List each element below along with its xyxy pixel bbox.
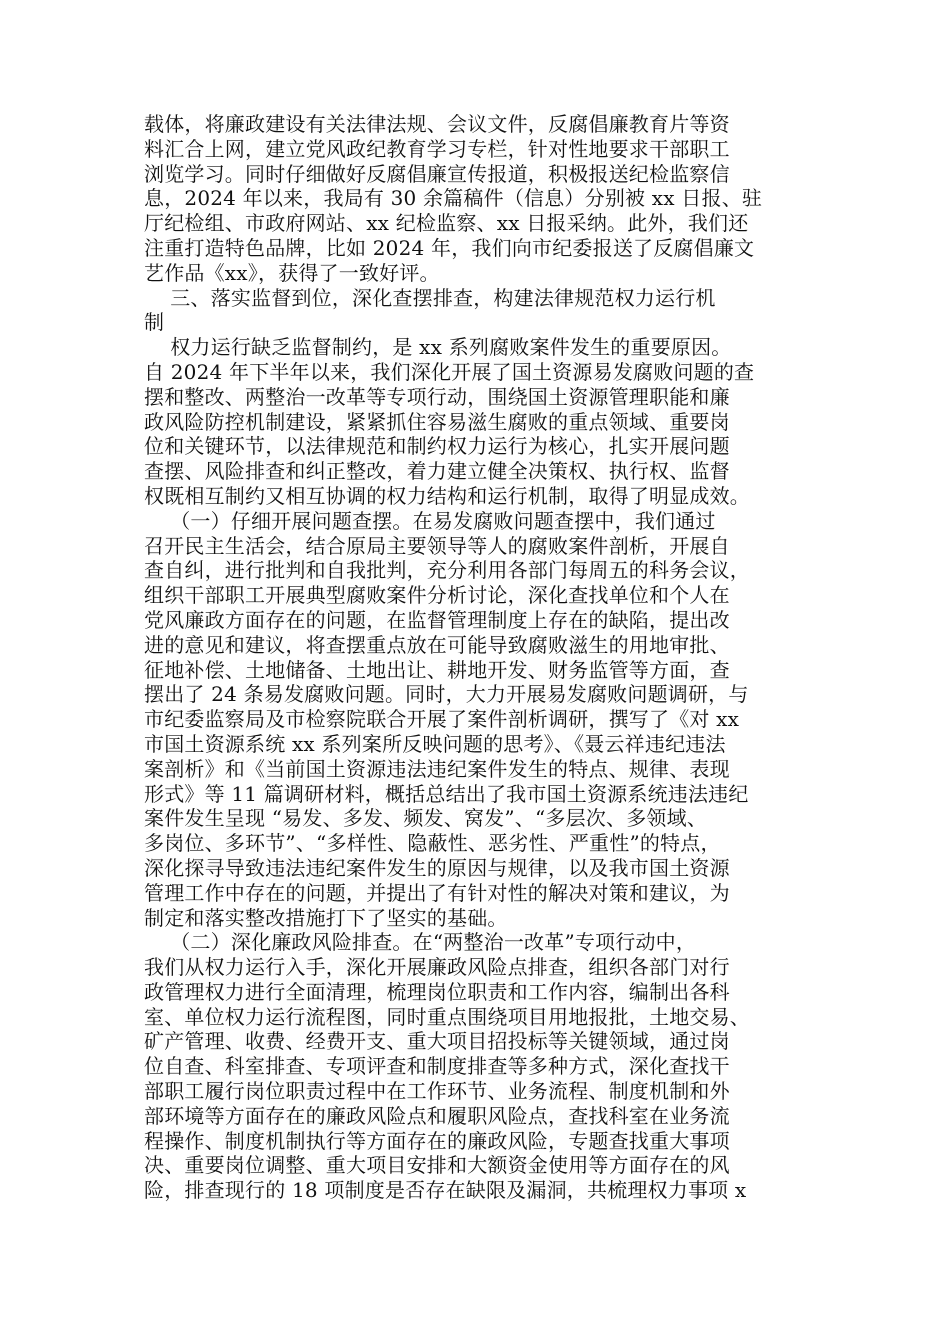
text-line: 位和关键环节，以法律规范和制约权力运行为核心，扎实开展问题 — [144, 434, 730, 459]
text-line: 政风险防控机制建设，紧紧抓住容易滋生腐败的重点领域、重要岗 — [144, 409, 730, 434]
text-line: 查自纠，进行批判和自我批判，充分利用各部门每周五的科务会议， — [144, 558, 750, 583]
text-line: 自 2024 年下半年以来，我们深化开展了国土资源易发腐败问题的查 — [144, 359, 755, 384]
text-line: 市国土资源系统 xx 系列案所反映问题的思考》、《聂云祥违纪违法 — [144, 731, 726, 756]
text-line: 形式》等 11 篇调研材料，概括总结出了我市国土资源系统违法违纪 — [144, 781, 749, 806]
text-line: 党风廉政方面存在的问题，在监督管理制度上存在的缺陷，提出改 — [144, 607, 730, 632]
text-line: 位自查、科室排查、专项评查和制度排查等多种方式，深化查找干 — [144, 1054, 730, 1079]
text-line: 案件发生呈现 “易发、多发、频发、窝发”、“多层次、多领域、 — [144, 806, 708, 831]
text-line: 摆和整改、两整治一改革等专项行动，围绕国土资源管理职能和廉 — [144, 384, 730, 409]
text-line: 决、重要岗位调整、重大项目安排和大额资金使用等方面存在的风 — [144, 1153, 730, 1178]
text-line: 查摆、风险排查和纠正整改，着力建立健全决策权、执行权、监督 — [144, 459, 730, 484]
text-line: 深化探寻导致违法违纪案件发生的原因与规律，以及我市国土资源 — [144, 855, 730, 880]
text-line: 部职工履行岗位职责过程中在工作环节、业务流程、制度机制和外 — [144, 1079, 730, 1104]
section-heading-line: 制 — [144, 310, 165, 335]
text-line: 召开民主生活会，结合原局主要领导等人的腐败案件剖析，开展自 — [144, 533, 730, 558]
text-line: 息，2024 年以来，我局有 30 余篇稿件（信息）分别被 xx 日报、驻 — [144, 186, 763, 211]
text-line: 险，排查现行的 18 项制度是否存在缺限及漏洞，共梳理权力事项 x — [144, 1178, 747, 1203]
text-line: 权力运行缺乏监督制约，是 xx 系列腐败案件发生的重要原因。 — [144, 335, 732, 360]
text-line: 料汇合上网，建立党风政纪教育学习专栏，针对性地要求干部职工 — [144, 136, 730, 161]
section-heading-line: 三、落实监督到位，深化查摆排查，构建法律规范权力运行机 — [144, 285, 716, 310]
text-line: 浏览学习。同时仔细做好反腐倡廉宣传报道，积极报送纪检监察信 — [144, 161, 730, 186]
text-line: 我们从权力运行入手，深化开展廉政风险点排查，组织各部门对行 — [144, 955, 730, 980]
text-line: （一）仔细开展问题查摆。在易发腐败问题查摆中，我们通过 — [144, 508, 716, 533]
text-line: 部环境等方面存在的廉政风险点和履职风险点，查找科室在业务流 — [144, 1103, 730, 1128]
text-line: 注重打造特色品牌，比如 2024 年，我们向市纪委报送了反腐倡廉文 — [144, 235, 755, 260]
text-line: 艺作品《xx》，获得了一致好评。 — [144, 260, 440, 285]
text-line: 摆出了 24 条易发腐败问题。同时，大力开展易发腐败问题调研，与 — [144, 682, 749, 707]
text-line: 进的意见和建议，将查摆重点放在可能导致腐败滋生的用地审批、 — [144, 632, 730, 657]
text-line: 案剖析》和《当前国土资源违法违纪案件发生的特点、规律、表现 — [144, 756, 730, 781]
document-page — [144, 112, 808, 1203]
text-line: 程操作、制度机制执行等方面存在的廉政风险，专题查找重大事项 — [144, 1128, 730, 1153]
text-line: 室、单位权力运行流程图，同时重点围绕项目用地报批，土地交易、 — [144, 1004, 750, 1029]
text-line: 权既相互制约又相互协调的权力结构和运行机制，取得了明显成效。 — [144, 483, 750, 508]
text-line: 征地补偿、土地储备、土地出让、耕地开发、财务监管等方面，查 — [144, 657, 730, 682]
text-line: 制定和落实整改措施打下了坚实的基础。 — [144, 905, 508, 930]
text-line: 多岗位、多环节”、“多样性、隐蔽性、恶劣性、严重性”的特点， — [144, 831, 721, 856]
text-line: 市纪委监察局及市检察院联合开展了案件剖析调研，撰写了《对 xx — [144, 707, 740, 732]
text-line: 厅纪检组、市政府网站、xx 纪检监察、xx 日报采纳。此外，我们还 — [144, 211, 749, 236]
text-line: 矿产管理、收费、经费开支、重大项目招投标等关键领域，通过岗 — [144, 1029, 730, 1054]
text-line: 管理工作中存在的问题，并提出了有针对性的解决对策和建议，为 — [144, 880, 730, 905]
text-line: 组织干部职工开展典型腐败案件分析讨论，深化查找单位和个人在 — [144, 583, 730, 608]
text-line: 政管理权力进行全面清理，梳理岗位职责和工作内容，编制出各科 — [144, 979, 730, 1004]
text-line: 载体，将廉政建设有关法律法规、会议文件，反腐倡廉教育片等资 — [144, 112, 730, 136]
text-line: （二）深化廉政风险排查。在“两整治一改革”专项行动中， — [144, 930, 697, 955]
